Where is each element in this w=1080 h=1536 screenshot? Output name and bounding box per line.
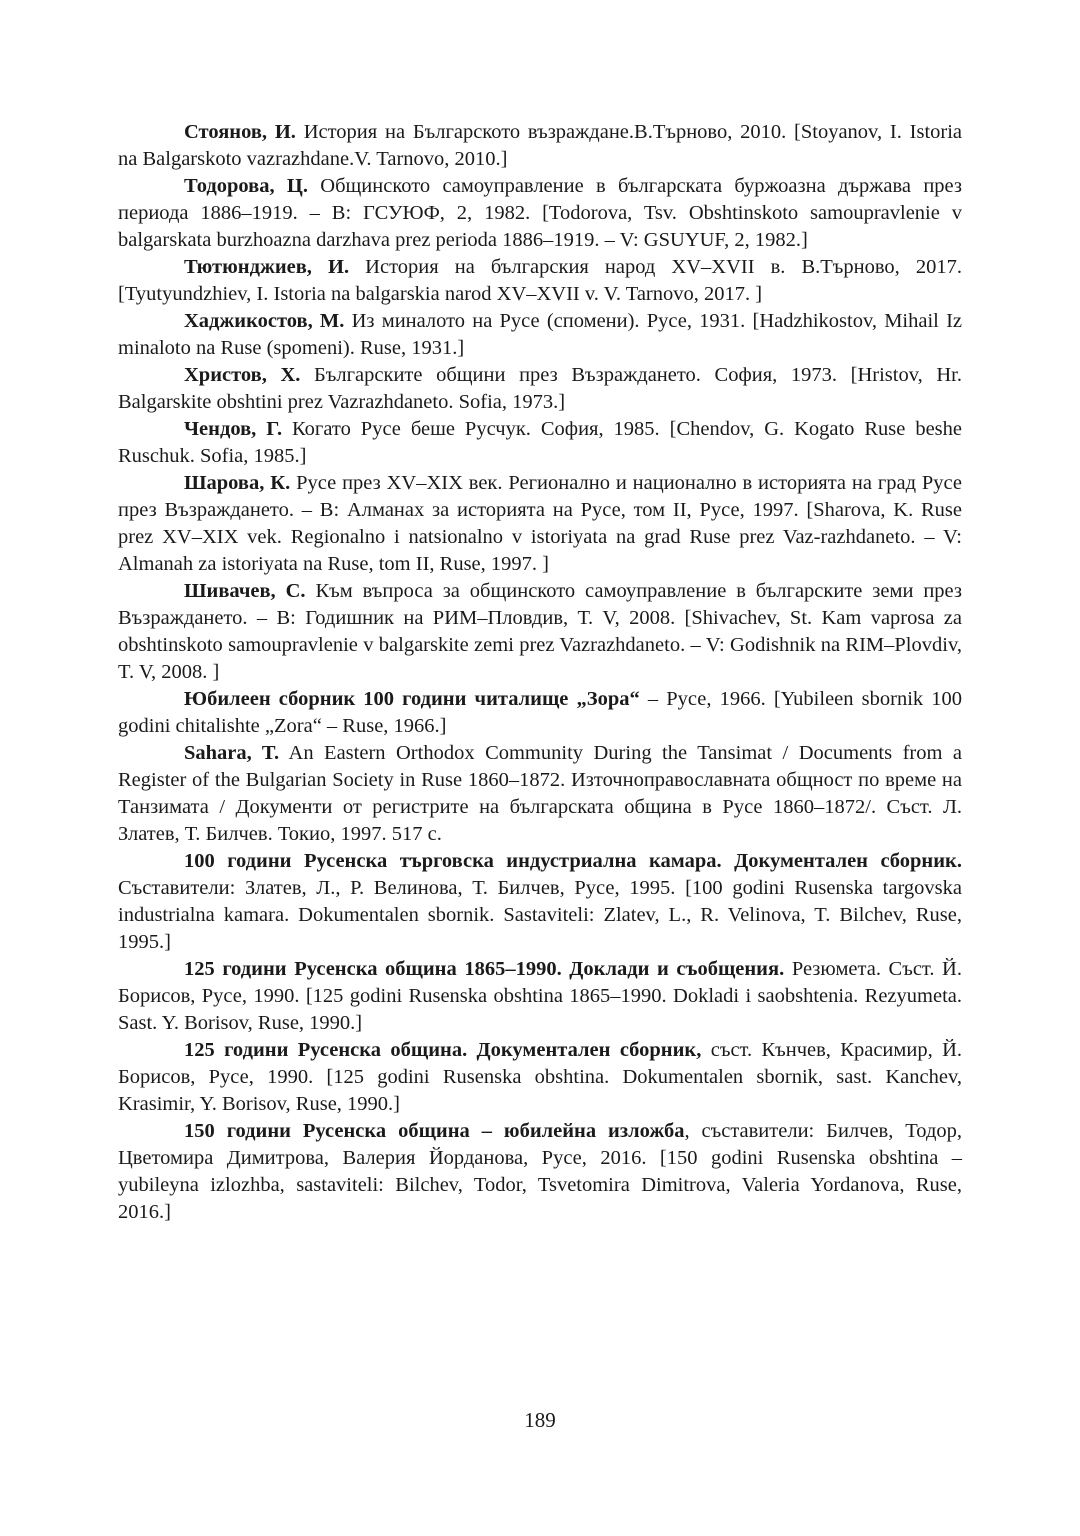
entry-author: Шарова, К. xyxy=(184,472,291,494)
entry-text: Към въпроса за общинското самоуправление в българските земи през Възраждането. – В: Годишник на РИМ–Пловдив, Т. V, 2008. [Shivachev, St. Kam vaprosa za obshtinskoto samoupravlenie v balgarskite zemi prez Vazrazhdaneto. – V: Godishnik na RIM–Plovdiv, T. V, 2008. ] xyxy=(118,580,963,683)
bibliography-entry xyxy=(118,956,962,1037)
bibliography-entry xyxy=(118,308,962,362)
bibliography-entry xyxy=(118,848,962,956)
entry-author: Юбилеен сборник 100 години читалище „Зора“ xyxy=(184,688,640,710)
entry-author: Чендов, Г. xyxy=(184,418,283,440)
entry-text: Из миналото на Русе (спомени). Русе, 1931. [Hadzhikostov, Mihail Iz minaloto na Ruse (spomeni). Ruse, 1931.] xyxy=(118,310,962,359)
entry-text: Съставители: Златев, Л., Р. Велинова, Т. Билчев, Русе, 1995. [100 godini Rusenska targovska industrialna kamara. Dokumentalen sbornik. Sastaviteli: Zlatev, L., R. Velinova, T. Bilchev, Ruse, 1995.] xyxy=(118,877,962,953)
entry-author: Христов, Х. xyxy=(184,364,301,386)
entry-author: 125 години Русенска община. Документален сборник, xyxy=(184,1039,702,1061)
bibliography-entry xyxy=(118,362,962,416)
entry-author: Тютюнджиев, И. xyxy=(184,256,350,278)
bibliography-entry xyxy=(118,254,962,308)
entry-author: Sahara, T. xyxy=(184,742,280,764)
entry-author: 150 години Русенска община – юбилейна изложба xyxy=(184,1120,685,1142)
entry-text: Когато Русе беше Русчук. София, 1985. [Chendov, G. Kogato Ruse beshe Ruschuk. Sofia, 1985.] xyxy=(118,418,963,467)
entry-author: Шивачев, С. xyxy=(184,580,306,602)
entry-text: История на Българското възраждане.В.Търново, 2010. [Stoyanov, I. Istoria na Balgarskoto vazrazhdane.V. Tarnovo, 2010.] xyxy=(118,121,963,170)
bibliography-entry xyxy=(118,1118,962,1226)
entry-text: Русе през XV–XIX век. Регионално и национално в историята на град Русе през Възраждането. – В: Алманах за историята на Русе, том II, Русе, 1997. [Sharova, K. Ruse prez XV–XIX vek. Regionalno i natsionalno v istoriyata na grad Ruse prez Vaz-razhdaneto. – V: Almanah za istoriyata na Ruse, tom II, Ruse, 1997. ] xyxy=(118,472,963,575)
bibliography-entry xyxy=(118,578,962,686)
bibliography-entry xyxy=(118,740,962,848)
bibliography-entry xyxy=(118,173,962,254)
entry-author: 100 години Русенска търговска индустриална камара. Документален сборник. xyxy=(184,850,962,872)
entry-text: История на българския народ XV–XVII в. В.Търново, 2017. [Tyutyundzhiev, I. Istoria na balgarskia narod XV–XVII v. V. Tarnovo, 2017. ] xyxy=(118,256,962,305)
entry-author: 125 години Русенска община 1865–1990. Доклади и съобщения. xyxy=(184,958,785,980)
entry-text: , съставители: Билчев, Тодор, Цветомира Димитрова, Валерия Йорданова, Русе, 2016. [150 godini Rusenska obshtina – yubileyna izlozhba, sastaviteli: Bilchev, Todor, Tsvetomira Dimitrova, Valeria Yordanova, Ruse, 2016.] xyxy=(118,1120,963,1223)
bibliography-entry xyxy=(118,470,962,578)
entry-text: Българските общини през Възраждането. София, 1973. [Hristov, Hr. Balgarskite obshtini prez Vazrazhdaneto. Sofia, 1973.] xyxy=(118,364,963,413)
bibliography-entry xyxy=(118,119,962,173)
bibliography-entry xyxy=(118,1037,962,1118)
bibliography-entry xyxy=(118,686,962,740)
page-number: 189 xyxy=(524,1408,556,1432)
entry-text: Резюмета. Съст. Й. Борисов, Русе, 1990. [125 godini Rusenska obshtina 1865–1990. Dokladi i saobshtenia. Rezyumeta. Sast. Y. Borisov, Ruse, 1990.] xyxy=(118,958,962,1034)
entry-text: съст. Кънчев, Красимир, Й. Борисов, Русе, 1990. [125 godini Rusenska obshtina. Dokumentalen sbornik, sast. Kanchev, Krasimir, Y. Borisov, Ruse, 1990.] xyxy=(118,1039,963,1115)
entry-author: Тодорова, Ц. xyxy=(184,175,308,197)
entry-author: Хаджикостов, М. xyxy=(184,310,345,332)
entry-text: Общинското самоуправление в българската буржоазна държава през периода 1886–1919. – В: ГСУЮФ, 2, 1982. [Todorova, Tsv. Obshtinskoto samoupravlenie v balgarskata burzhoazna darzhava prez perioda 1886–1919. – V: GSUYUF, 2, 1982.] xyxy=(118,175,962,251)
entry-author: Стоянов, И. xyxy=(184,121,296,143)
entry-text: An Eastern Orthodox Community During the Tansimat / Documents from a Register of the Bulgarian Society in Ruse 1860–1872. Източноправославната общност по време на Танзимата / Документи от регистрите на българската община в Русе 1860–1872/. Съст. Л. Златев, Т. Билчев. Токио, 1997. 517 с. xyxy=(118,742,963,845)
bibliography-entry xyxy=(118,416,962,470)
entry-text: – Русе, 1966. [Yubileen sbornik 100 godini chitalishte „Zora“ – Ruse, 1966.] xyxy=(118,688,963,737)
bibliography-list xyxy=(118,119,962,1226)
